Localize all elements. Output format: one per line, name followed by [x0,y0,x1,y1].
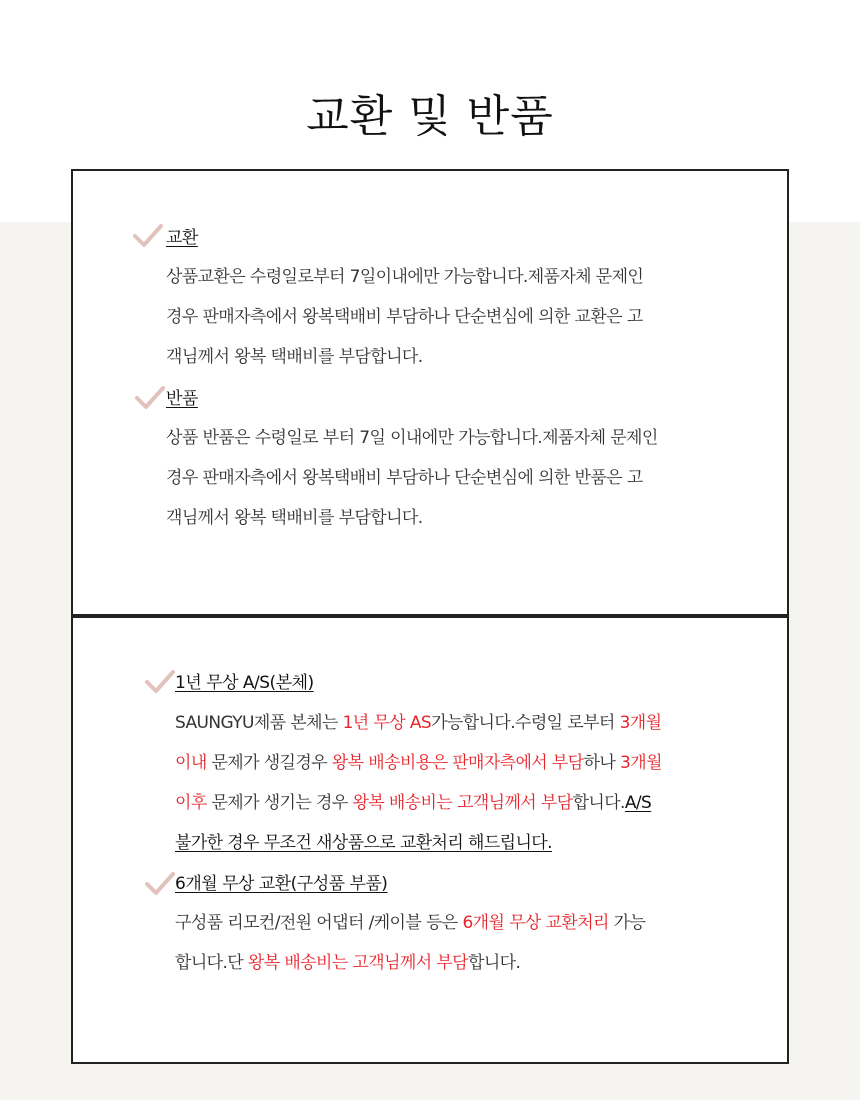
warranty-title: 1년 무상 A/S(본체) [175,673,314,693]
warranty-line: 이내 문제가 생길경우 왕복 배송비용은 판매자측에서 부담하나 3개월 [175,753,662,773]
warranty-line: 이후 문제가 생기는 경우 왕복 배송비는 고객님께서 부담합니다.A/S [175,793,652,813]
exchange-line: 상품교환은 수령일로부터 7일이내에만 가능합니다.제품자체 문제인 [166,267,644,287]
checkmark-icon [135,386,165,410]
exchange-title: 교환 [166,228,198,248]
return-line: 경우 판매자측에서 왕복택배비 부담하나 단순변심에 의한 반품은 고 [166,468,643,488]
return-line: 상품 반품은 수령일로 부터 7일 이내에만 가능합니다.제품자체 문제인 [166,428,658,448]
warranty-line: 불가한 경우 무조건 새상품으로 교환처리 해드립니다. [175,833,552,853]
parts-line: 합니다.단 왕복 배송비는 고객님께서 부담합니다. [175,953,521,973]
return-line: 객님께서 왕복 택배비를 부담합니다. [166,508,423,528]
parts-title: 6개월 무상 교환(구성품 부품) [175,874,388,894]
page-title: 교환 및 반품 [306,91,554,142]
checkmark-icon [145,670,175,694]
exchange-line: 경우 판매자측에서 왕복택배비 부담하나 단순변심에 의한 교환은 고 [166,307,643,327]
warranty-line: SAUNGYU제품 본체는 1년 무상 AS가능합니다.수령일 로부터 3개월 [175,713,662,733]
checkmark-icon [145,872,175,896]
exchange-line: 객님께서 왕복 택배비를 부담합니다. [166,347,423,367]
checkmark-icon [133,224,163,248]
return-title: 반품 [166,389,198,409]
parts-line: 구성품 리모컨/전원 어댑터 /케이블 등은 6개월 무상 교환처리 가능 [175,913,646,933]
